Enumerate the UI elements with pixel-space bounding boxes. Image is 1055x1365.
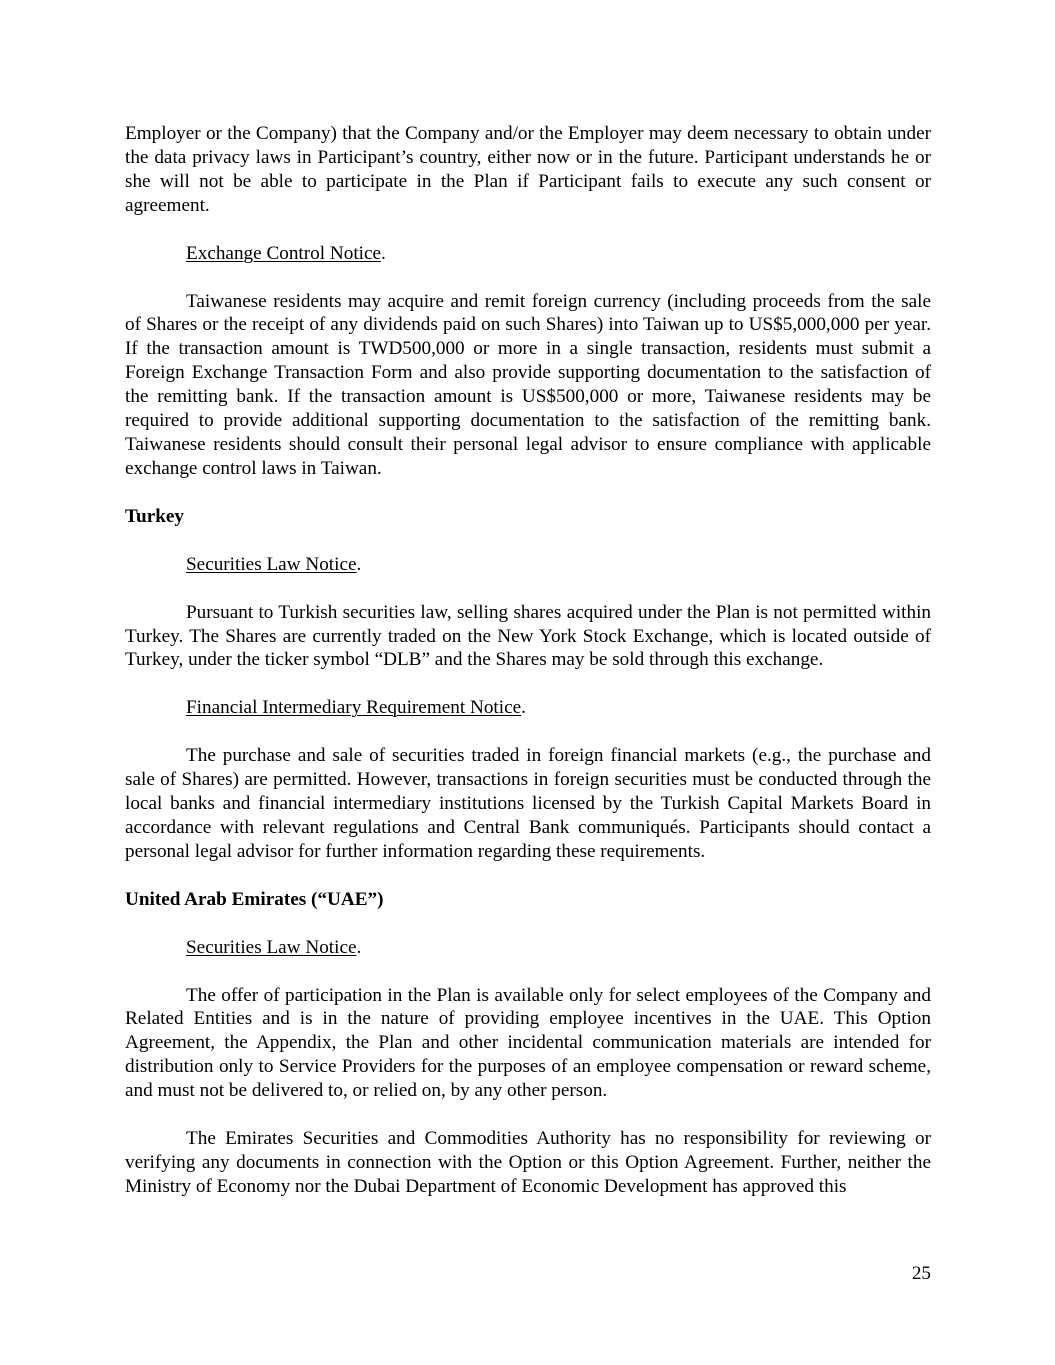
subheading-uae-securities-law	[125, 936, 931, 960]
subheading-period: .	[381, 242, 386, 264]
paragraph-data-privacy-continuation: Employer or the Company) that the Company and/or the Employer may deem necessary to obtain under the data privacy laws in Participant’s country, either now or in the future. Participant understands he or she will not be able to participate in the Plan if Participant fails to execute any such consent or agreement.	[125, 123, 931, 216]
paragraph-turkey-securities-law: Pursuant to Turkish securities law, selling shares acquired under the Plan is not permitted within Turkey. The Shares are currently traded on the New York Stock Exchange, which is located outside of Turkey, under the ticker symbol “DLB” and the Shares may be sold through this exchange.	[125, 601, 931, 671]
section-heading-uae: United Arab Emirates (“UAE”)	[125, 888, 384, 910]
paragraph-uae-offer-of-participation: The offer of participation in the Plan is available only for select employees of the Company and Related Entities and is in the nature of providing employee incentives in the UAE. This Option Agreement, the Appendix, the Plan and other incidental communication materials are intended for distribution only to Service Providers for the purposes of an employee compensation or reward scheme, and must not be delivered to, or relied on, by any other person.	[125, 984, 931, 1102]
section-heading-turkey: Turkey	[125, 505, 185, 527]
subheading-turkey-financial-intermediary	[125, 696, 931, 720]
subheading-period: .	[356, 936, 362, 958]
page-number: 25	[911, 1263, 931, 1284]
subheading-turkey-securities-law	[125, 553, 931, 577]
paragraph-turkey-financial-intermediary: The purchase and sale of securities traded in foreign financial markets (e.g., the purchase and sale of Shares) are permitted. However, transactions in foreign securities must be conducted through the local banks and financial intermediary institutions licensed by the Turkish Capital Markets Board in accordance with relevant regulations and Central Bank communiqués. Participants should contact a personal legal advisor for further information regarding these requirements.	[125, 745, 931, 862]
subheading-period: .	[521, 697, 526, 719]
subheading-period: .	[356, 553, 362, 575]
subheading-text: Financial Intermediary Requirement Notice	[186, 697, 522, 719]
document-page	[125, 122, 931, 1199]
paragraph-uae-securities-authority: The Emirates Securities and Commodities Authority has no responsibility for reviewing or verifying any documents in connection with the Option or this Option Agreement. Further, neither the Ministry of Economy nor the Dubai Department of Economic Development has approved this	[125, 1128, 931, 1197]
subheading-text: Exchange Control Notice	[186, 242, 382, 264]
paragraph-taiwan-exchange-control: Taiwanese residents may acquire and remit foreign currency (including proceeds from the sale of Shares or the receipt of any dividends paid on such Shares) into Taiwan up to US$5,000,000 per year. If the transaction amount is TWD500,000 or more in a single transaction, residents must submit a Foreign Exchange Transaction Form and also provide supporting documentation to the satisfaction of the remitting bank. If the transaction amount is US$500,000 or more, Taiwanese residents may be required to provide additional supporting documentation to the satisfaction of the remitting bank. Taiwanese residents should consult their personal legal advisor to ensure compliance with applicable exchange control laws in Taiwan.	[125, 290, 931, 479]
subheading-text: Securities Law Notice	[186, 936, 357, 958]
subheading-taiwan-exchange-control	[125, 242, 931, 266]
subheading-text: Securities Law Notice	[186, 553, 357, 575]
